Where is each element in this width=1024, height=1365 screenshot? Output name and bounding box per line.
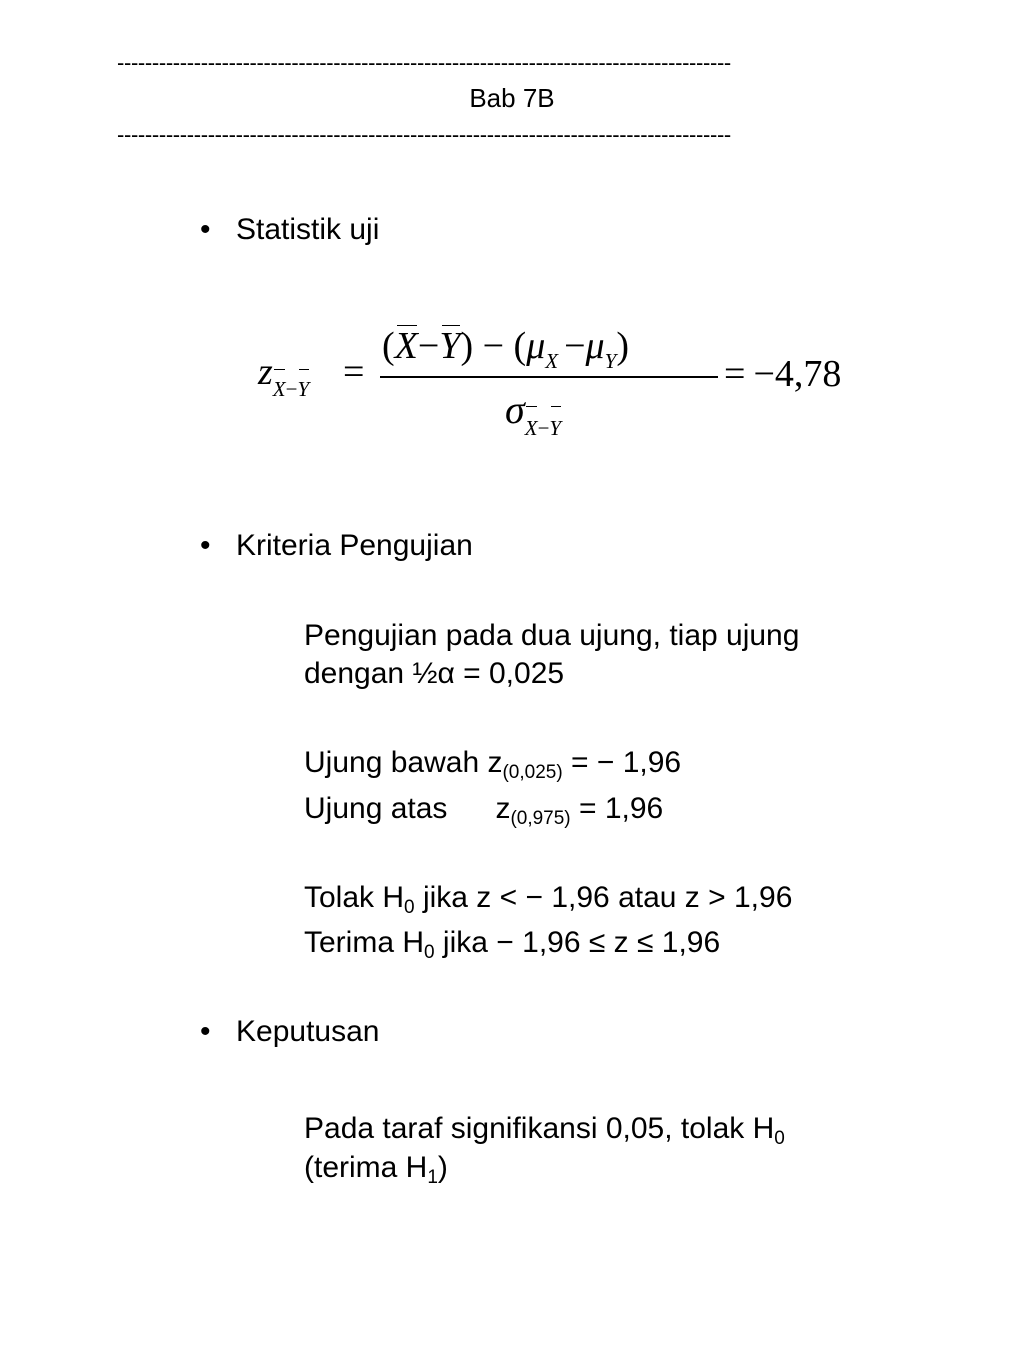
decision-line-1	[304, 1110, 785, 1148]
lower-tail-line	[304, 744, 681, 782]
formula-num-minus: −	[417, 325, 440, 367]
formula-result-value: −4,78	[753, 353, 842, 395]
formula-num-mid: ) − (	[460, 325, 527, 367]
formula-den-sigma: σ	[505, 387, 525, 432]
reject-rule-sub: 0	[404, 897, 415, 918]
decision-line-2-text: (terima H	[304, 1151, 428, 1184]
formula-den-subscript	[525, 416, 561, 440]
formula-numerator	[382, 324, 629, 373]
header-rule-top: ----------------------------------------------------------------------------------------	[117, 52, 731, 74]
lower-tail-value: = − 1,96	[562, 746, 682, 779]
formula-num-open: (	[382, 325, 395, 367]
formula-result-equals: =	[724, 353, 746, 395]
formula-num-minus2: −	[564, 325, 586, 367]
upper-tail-value: = 1,96	[570, 792, 664, 825]
bullet-icon: •	[200, 1015, 211, 1048]
formula-result	[724, 352, 841, 396]
formula-lhs-sub-minus: −	[285, 377, 298, 401]
formula-num-mu-y: μ	[585, 325, 605, 367]
upper-tail-line	[304, 790, 663, 828]
keputusan-label: Keputusan	[236, 1015, 380, 1048]
formula-num-close: )	[616, 325, 629, 367]
formula-den-sub-y: Y	[549, 406, 561, 450]
kriteria-line-2: dengan ½α = 0,025	[304, 657, 565, 690]
upper-tail-var: z	[495, 792, 511, 825]
formula-num-y: Y	[439, 325, 461, 367]
accept-rule-sub: 0	[424, 942, 435, 963]
kriteria-pengujian-label: Kriteria Pengujian	[236, 529, 473, 562]
formula-equals: =	[343, 351, 365, 393]
kriteria-line-1: Pengujian pada dua ujung, tiap ujung	[304, 619, 800, 652]
reject-rule-post: jika z < − 1,96 atau z > 1,96	[414, 881, 793, 914]
chapter-title: Bab 7B	[469, 83, 555, 113]
fraction-bar	[380, 376, 718, 378]
reject-rule-pre: Tolak H	[304, 881, 405, 914]
formula-lhs-sub-y: Y	[297, 369, 309, 409]
bullet-kriteria-pengujian	[200, 528, 473, 564]
formula-num-mu-x-sub: X	[545, 349, 559, 373]
formula-lhs-subscript	[273, 377, 309, 401]
decision-line-1-text: Pada taraf signifikansi 0,05, tolak H	[304, 1112, 775, 1145]
upper-tail-label: Ujung atas	[304, 792, 448, 825]
formula-num-x: X	[394, 325, 418, 367]
formula-num-mu-y-sub: Y	[604, 349, 617, 373]
decision-line-2-sub: 1	[427, 1167, 438, 1188]
formula-denominator	[505, 388, 561, 438]
bullet-icon: •	[200, 529, 211, 562]
accept-rule-line	[304, 924, 720, 962]
reject-rule-line	[304, 879, 792, 917]
statistik-uji-label: Statistik uji	[236, 213, 380, 246]
bullet-keputusan	[200, 1014, 379, 1050]
accept-rule-pre: Terima H	[304, 926, 425, 959]
decision-line-2-close: )	[437, 1151, 448, 1184]
bullet-statistik-uji	[200, 212, 379, 248]
formula-den-sub-minus: −	[537, 416, 550, 440]
formula-num-mu-x: μ	[526, 325, 546, 367]
formula-lhs	[258, 351, 310, 401]
formula-lhs-sub-x: X	[273, 369, 286, 409]
lower-tail-sub: (0,025)	[502, 762, 563, 783]
formula-lhs-var: z	[258, 351, 273, 393]
accept-rule-post: jika − 1,96 ≤ z ≤ 1,96	[434, 926, 721, 959]
lower-tail-label: Ujung bawah z	[304, 746, 503, 779]
formula-den-sub-x: X	[525, 406, 538, 450]
header-rule-bottom: ----------------------------------------------------------------------------------------	[117, 124, 731, 146]
decision-line-1-sub: 0	[774, 1128, 785, 1149]
bullet-icon: •	[200, 213, 211, 246]
decision-line-2	[304, 1149, 448, 1187]
upper-tail-sub: (0,975)	[510, 808, 571, 829]
